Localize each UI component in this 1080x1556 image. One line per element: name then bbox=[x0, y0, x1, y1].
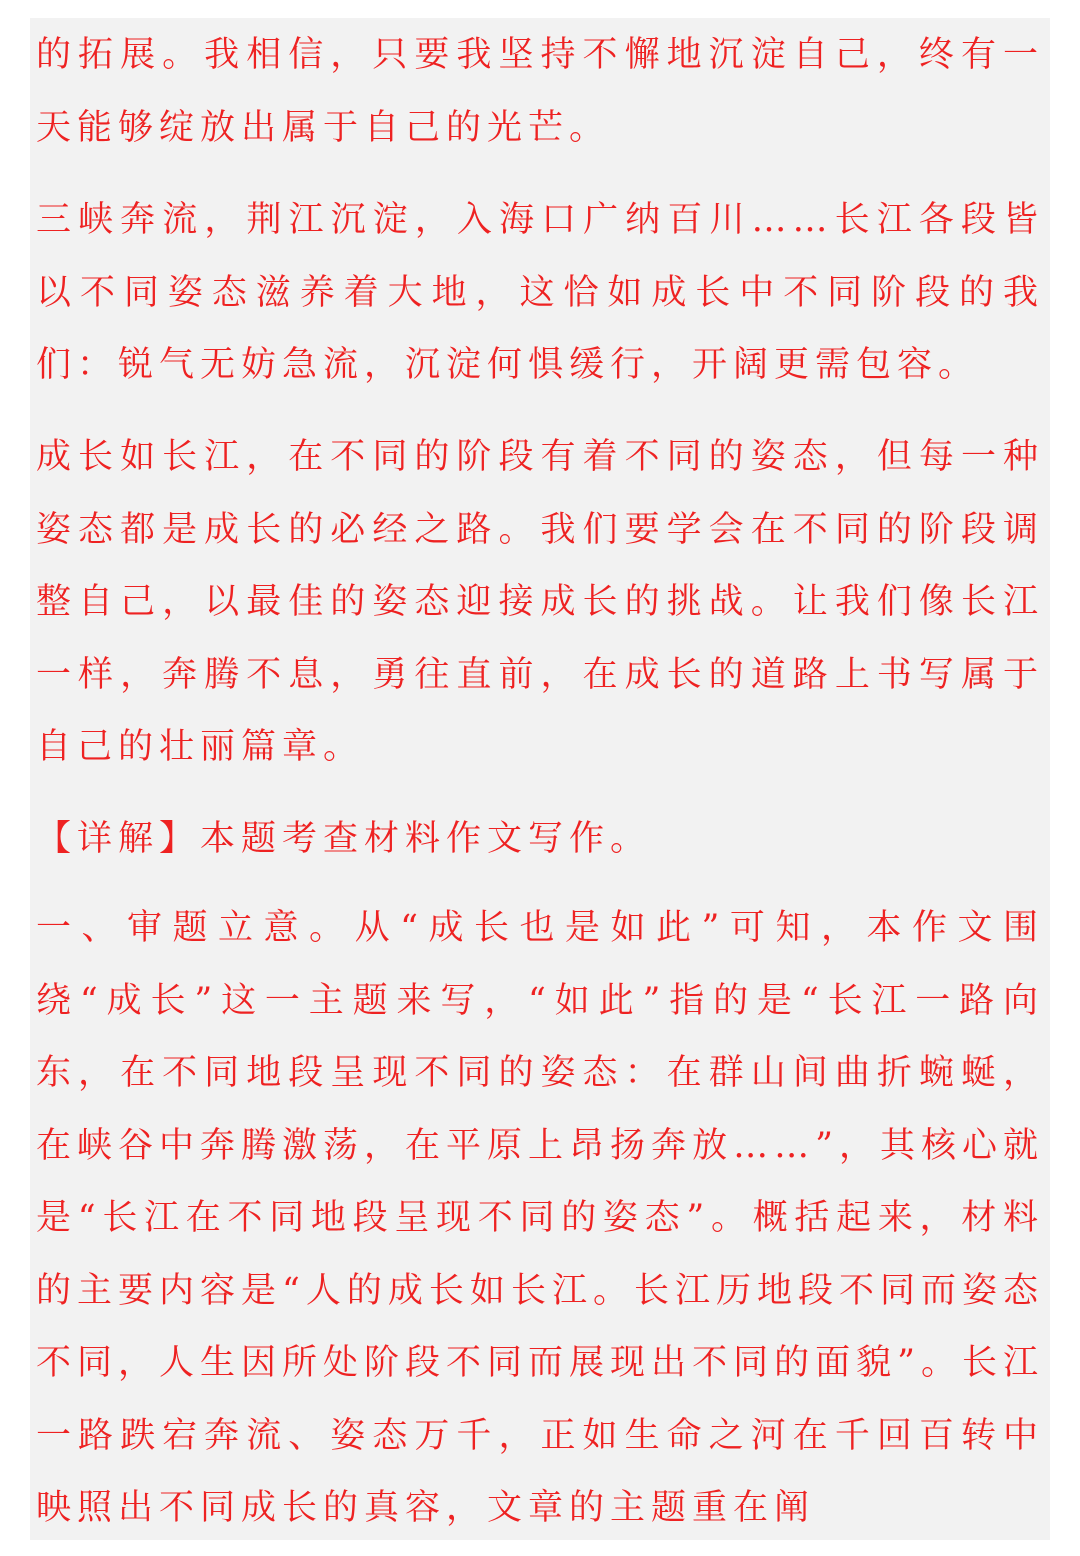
paragraph-1: 的拓展。我相信，只要我坚持不懈地沉淀自己，终有一天能够绽放出属于自己的光芒。 bbox=[36, 35, 1044, 148]
explanation-heading bbox=[36, 803, 1044, 876]
paragraph-2: 三峡奔流，荆江沉淀，入海口广纳百川……长江各段皆以不同姿态滋养着大地，这恰如成长中不同阶段的我们：锐气无妨急流，沉淀何惧缓行，开阔更需包容。 bbox=[36, 200, 1044, 385]
explanation-text: 本题考查材料作文写作。 bbox=[200, 819, 652, 859]
document-page bbox=[30, 18, 1050, 1540]
explanation-label: 【详解】 bbox=[36, 819, 201, 859]
paragraph-analysis: 一、审题立意。从“成长也是如此”可知，本作文围绕“成长”这一主题来写，“如此”指的是“长江一路向东，在不同地段呈现不同的姿态：在群山间曲折蜿蜒，在峡谷中奔腾激荡，在平原上昂扬奔放……”，其核心就是“长江在不同地段呈现不同的姿态”。概括起来，材料的主要内容是“人的成长如长江。长江历地段不同而姿态不同，人生因所处阶段不同而展现出不同的面貌”。长江一路跌宕奔流、姿态万千，正如生命之河在千回百转中映照出不同成长的真容，文章的主题重在阐 bbox=[36, 908, 1044, 1528]
paragraph-3: 成长如长江，在不同的阶段有着不同的姿态，但每一种姿态都是成长的必经之路。我们要学会在不同的阶段调整自己，以最佳的姿态迎接成长的挑战。让我们像长江一样，奔腾不息，勇往直前，在成长的道路上书写属于自己的壮丽篇章。 bbox=[36, 437, 1044, 767]
